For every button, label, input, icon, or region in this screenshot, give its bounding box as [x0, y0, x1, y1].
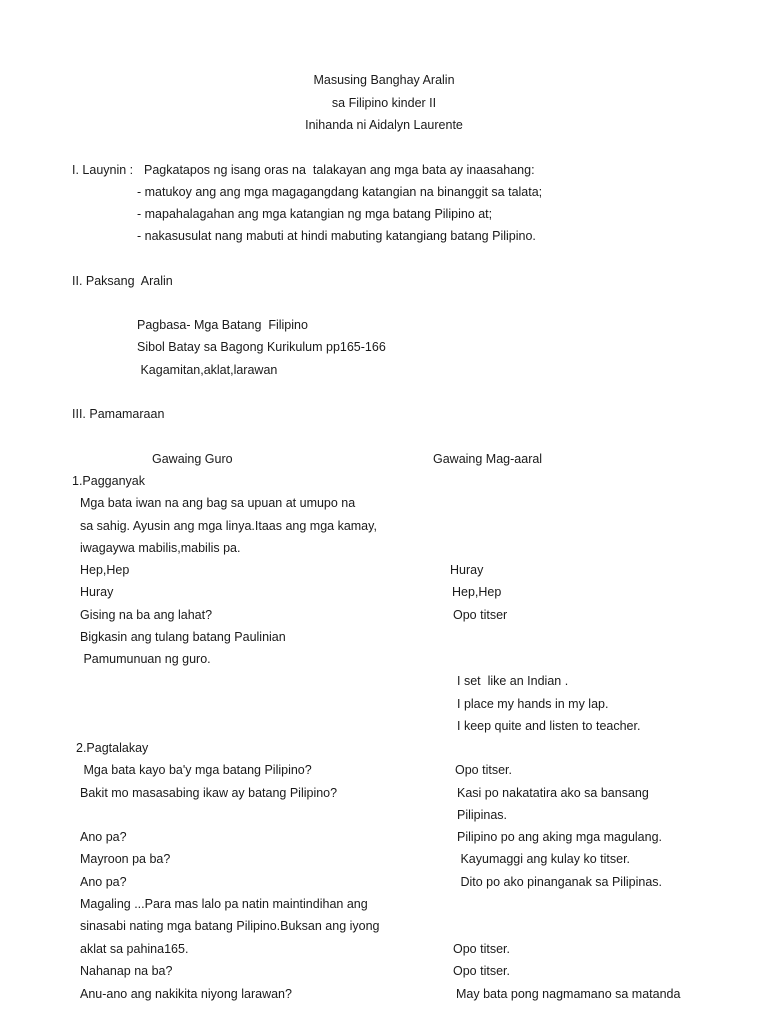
document-title: Masusing Banghay Aralin: [313, 73, 455, 87]
teacher-line: Mga bata kayo ba'y mga batang Pilipino?: [80, 763, 312, 777]
objective-item: - mapahalagahan ang mga katangian ng mga batang Pilipino at;: [137, 207, 493, 221]
teacher-line: Bigkasin ang tulang batang Paulinian: [80, 630, 286, 644]
teacher-line: Ano pa?: [80, 830, 127, 844]
teacher-line: Ano pa?: [80, 875, 127, 889]
column-header-student: Gawaing Mag-aaral: [433, 452, 543, 466]
student-line: Pilipino po ang aking mga magulang.: [457, 830, 662, 844]
student-line: I keep quite and listen to teacher.: [457, 719, 641, 733]
section-1-intro: Pagkatapos ng isang oras na talakayan ang mga bata ay inaasahang:: [144, 163, 535, 177]
teacher-line: aklat sa pahina165.: [80, 942, 189, 956]
section-1-label: I. Lauynin :: [72, 163, 134, 177]
student-line: Kayumaggi ang kulay ko titser.: [457, 852, 631, 866]
student-line: Opo titser.: [453, 964, 510, 978]
teacher-line: Anu-ano ang nakikita niyong larawan?: [80, 987, 292, 1001]
student-line: Dito po ako pinanganak sa Pilipinas.: [457, 875, 662, 889]
section-3-label: III. Pamamaraan: [72, 407, 165, 421]
student-line: May bata pong nagmamano sa matanda: [456, 987, 681, 1001]
teacher-line: Huray: [80, 585, 114, 599]
teacher-line: Hep,Hep: [80, 563, 130, 577]
student-line: Kasi po nakatatira ako sa bansang: [457, 786, 649, 800]
student-line: Opo titser.: [453, 942, 510, 956]
teacher-line: Mga bata iwan na ang bag sa upuan at umupo na: [80, 496, 356, 510]
teacher-line: Pamumunuan ng guro.: [80, 652, 211, 666]
teacher-line: sinasabi nating mga batang Pilipino.Buksan ang iyong: [80, 919, 380, 933]
topic-item: Pagbasa- Mga Batang Filipino: [137, 318, 308, 332]
topic-item: Kagamitan,aklat,larawan: [137, 363, 278, 377]
topic-item: Sibol Batay sa Bagong Kurikulum pp165-166: [137, 340, 386, 354]
student-line: Hep,Hep: [452, 585, 502, 599]
teacher-line: sa sahig. Ayusin ang mga linya.Itaas ang mga kamay,: [80, 519, 377, 533]
section-2-label: II. Paksang Aralin: [72, 274, 173, 288]
student-line: Huray: [450, 563, 484, 577]
student-line: Pilipinas.: [457, 808, 508, 822]
teacher-line: Magaling ...Para mas lalo pa natin maintindihan ang: [80, 897, 368, 911]
student-line: Opo titser.: [455, 763, 512, 777]
teacher-line: Nahanap na ba?: [80, 964, 173, 978]
document-subtitle: sa Filipino kinder II: [331, 96, 437, 110]
objective-item: - nakasusulat nang mabuti at hindi mabuting katangiang batang Pilipino.: [137, 229, 536, 243]
step-1-label: 1.Pagganyak: [72, 474, 145, 488]
teacher-line: Gising na ba ang lahat?: [80, 608, 213, 622]
student-line: Opo titser: [453, 608, 508, 622]
teacher-line: Mayroon pa ba?: [80, 852, 171, 866]
student-line: I place my hands in my lap.: [457, 697, 609, 711]
step-2-label: 2.Pagtalakay: [76, 741, 149, 755]
column-header-teacher: Gawaing Guro: [152, 452, 233, 466]
objective-item: - matukoy ang ang mga magagangdang katangian na binanggit sa talata;: [137, 185, 543, 199]
teacher-line: iwagaywa mabilis,mabilis pa.: [80, 541, 241, 555]
document-author: Inihanda ni Aidalyn Laurente: [305, 118, 463, 132]
teacher-line: Bakit mo masasabing ikaw ay batang Pilipino?: [80, 786, 338, 800]
student-line: I set like an Indian .: [457, 674, 569, 688]
